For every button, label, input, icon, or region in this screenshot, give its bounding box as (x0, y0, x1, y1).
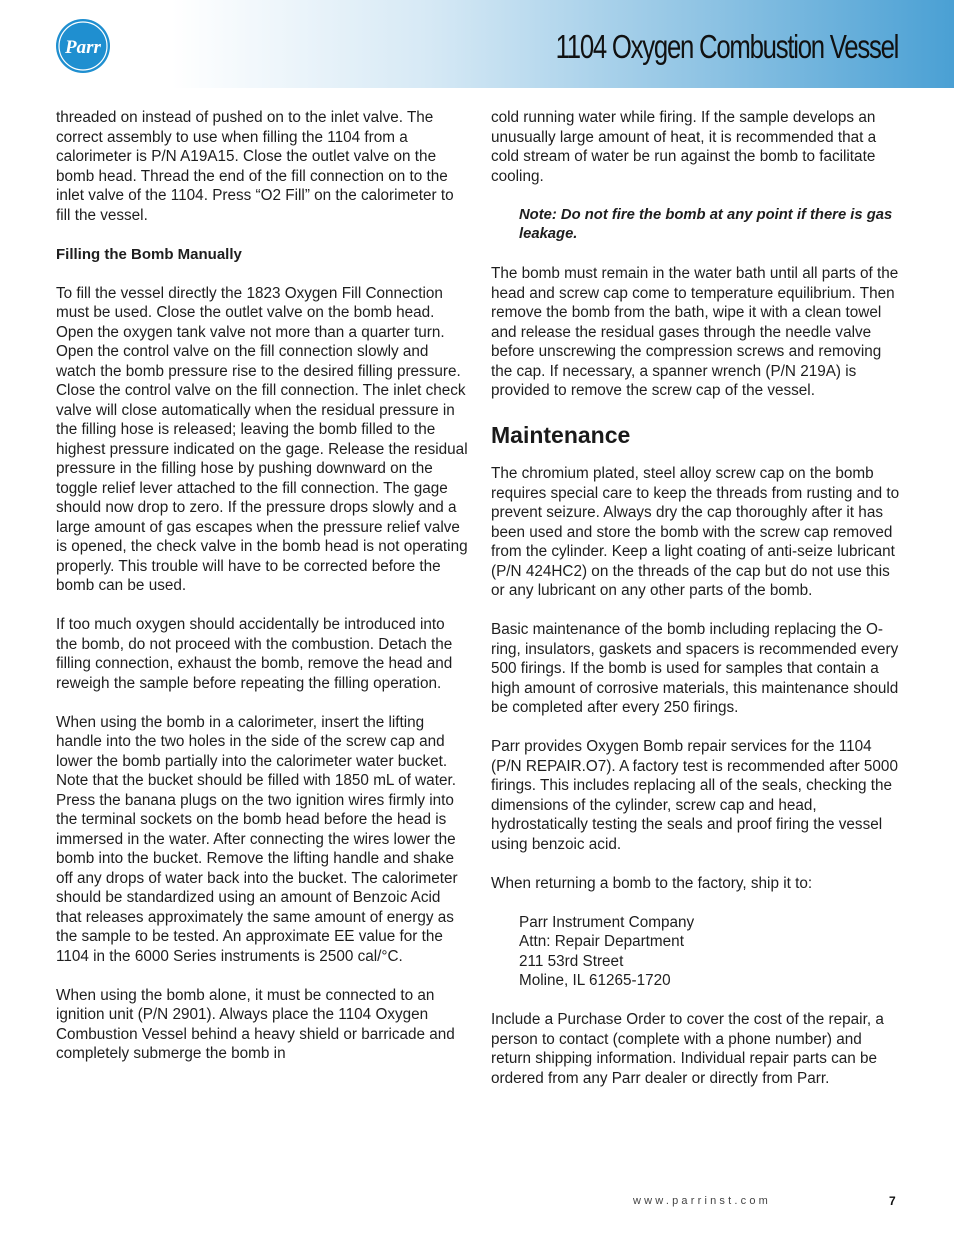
page-number: 7 (889, 1194, 896, 1208)
address-line: Parr Instrument Company (519, 913, 695, 931)
paragraph: The chromium plated, steel alloy screw cap on the bomb requires special care to keep the threads from rusting and to prevent seizure. Always dry the cap thoroughly after it has been used and store the bomb with the screw cap removed from the cylinder. Keep a light coating of anti-seize lubricant (P/N 424HC2) on the threads of the cap but do not use this or any lubricant on any other parts of the bomb. (491, 465, 900, 599)
paragraph: Parr provides Oxygen Bomb repair services for the 1104 (P/N REPAIR.O7). A factory test is recommended after 5000 firings. This includes replacing all of the seals, checking the dimensions of the cylinder, screw cap and head, hydrostatically testing the seals and proof firing the vessel using benzoic acid. (491, 738, 898, 853)
parr-logo (55, 18, 111, 74)
paragraph: Basic maintenance of the bomb including replacing the O-ring, insulators, gaskets and spacers is recommended every 500 firings. If the bomb is used for samples that contain a high amount of corrosive materials, this maintenance should be completed after every 250 firings. (491, 621, 899, 716)
paragraph: Include a Purchase Order to cover the cost of the repair, a person to contact (complete with a phone number) and return shipping information. Individual repair parts can be ordered from any Parr dealer or directly from Parr. (491, 1011, 884, 1087)
document-title: 1104 Oxygen Combustion Vessel (555, 28, 898, 65)
right-column (491, 108, 901, 1108)
footer-url: www.parrinst.com (633, 1195, 771, 1207)
address-line: Attn: Repair Department (519, 933, 684, 950)
section-heading-maintenance: Maintenance (491, 422, 631, 448)
paragraph: threaded on instead of pushed on to the inlet valve. The correct assembly to use when filling the 1104 from a calorimeter is P/N A19A15. Close the outlet valve on the bomb head. Thread the end of the fill connection on to the inlet valve of the 1104. Press “O2 Fill” on the calorimeter to fill the vessel. (56, 109, 454, 224)
shipping-address (519, 913, 901, 991)
paragraph: The bomb must remain in the water bath until all parts of the head and screw cap come to temperature equilibrium. Then remove the bomb from the bath, wipe it with a clean towel and release the residual gases through the needle valve before unscrewing the compression screws and removing the cap. If necessary, a spanner wrench (P/N 219A) is provided to remove the screw cap of the vessel. (491, 265, 899, 399)
svg-text:Parr: Parr (65, 37, 101, 58)
safety-note: Note: Do not fire the bomb at any point if there is gas leakage. (519, 206, 893, 242)
paragraph: If too much oxygen should accidentally be introduced into the bomb, do not proceed with the combustion. Detach the filling connection, exhaust the bomb, remove the head and reweigh the sample before repeating the filling operation. (56, 616, 453, 692)
address-line: 211 53rd Street (519, 952, 624, 970)
left-column (56, 108, 468, 1083)
paragraph: When returning a bomb to the factory, ship it to: (491, 874, 813, 892)
paragraph: To fill the vessel directly the 1823 Oxygen Fill Connection must be used. Close the outlet valve on the bomb head. Open the oxygen tank valve not more than a quarter turn. Open the control valve on the fill connection slowly and watch the bomb pressure rise to the desired filling pressure. Close the control valve on the fill connection. The inlet check valve will close automatically when the residual pressure in the filling hose is released; leaving the bomb filled to the highest pressure indicated on the gage. Release the residual pressure in the filling hose by pushing downward on the toggle relief lever attached to the fill connection. The gage should now drop to zero. If the pressure drops slowly and a large amount of gas escapes when the pressure relief valve is opened, the check valve in the bomb head is not operating properly. This trouble will have to be corrected before the bomb can be used. (56, 284, 468, 594)
paragraph: When using the bomb in a calorimeter, insert the lifting handle into the two holes in the side of the screw cap and lower the bomb partially into the calorimeter water bucket. Note that the bucket should be filled with 1850 mL of water. Press the banana plugs on the two ignition wires firmly into the terminal sockets on the bomb head before the head is immersed in the water. After connecting the wires lower the bomb into the bucket. Remove the lifting handle and shake off any drops of water back into the bucket. The calorimeter should be standardized using an amount of Benzoic Acid that releases approximately the same amount of energy as the sample to be tested. An approximate EE value for the 1104 in the 6000 Series instruments is 2500 cal/°C. (56, 713, 458, 965)
section-subheading: Filling the Bomb Manually (56, 245, 242, 263)
paragraph: cold running water while firing. If the sample develops an unusually large amount of heat, it is recommended that a cold stream of water be run against the bomb to facilitate cooling. (491, 109, 877, 185)
address-line: Moline, IL 61265-1720 (519, 972, 671, 989)
paragraph: When using the bomb alone, it must be connected to an ignition unit (P/N 2901). Always place the 1104 Oxygen Combustion Vessel behind a heavy shield or barricade and completely submerge the bomb in (56, 986, 455, 1062)
page-header (0, 0, 954, 88)
